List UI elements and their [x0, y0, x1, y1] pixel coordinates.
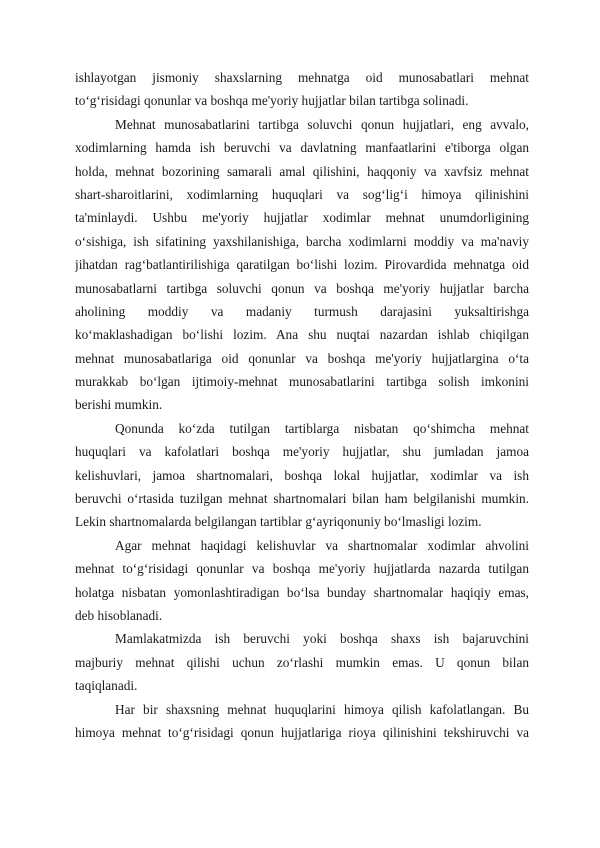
text-line: Mehnat munosabatlarini tartibga soluvchi qonun hujjatlari, eng avvalo,	[115, 116, 529, 132]
text-line: majburiy mehnat qilishi uchun zo‘rlashi mumkin emas. U qonun bilan	[75, 654, 529, 670]
text-line: kelishuvlari, jamoa shartnomalari, boshqa lokal hujjatlar, xodimlar va ish	[75, 467, 529, 483]
text-line: o‘sishiga, ish sifatining yaxshilanishiga, barcha xodimlarni moddiy va ma'naviy	[75, 233, 529, 249]
text-line: berishi mumkin.	[75, 397, 163, 413]
text-line: xodimlarning hamda ish beruvchi va davlatning manfaatlarini e'tiborga olgan	[75, 140, 529, 156]
text-line: Mamlakatmizda ish beruvchi yoki boshqa shaxs ish bajaruvchini	[115, 631, 529, 647]
text-line: Qonunda ko‘zda tutilgan tartiblarga nisbatan qo‘shimcha mehnat	[115, 420, 529, 436]
paragraph	[75, 627, 529, 697]
text-line: aholining moddiy va madaniy turmush darajasini yuksaltirishga	[75, 303, 529, 319]
text-line: munosabatlarni tartibga soluvchi qonun va boshqa me'yoriy hujjatlar barcha	[75, 280, 529, 296]
paragraph	[75, 698, 529, 745]
text-line: ishlayotgan jismoniy shaxslarning mehnatga oid munosabatlari mehnat	[75, 70, 529, 85]
paragraph	[75, 66, 529, 113]
text-line: huquqlari va kafolatlari boshqa me'yoriy hujjatlar, shu jumladan jamoa	[75, 444, 529, 460]
text-line: mehnat to‘g‘risidagi qonunlar va boshqa me'yoriy hujjatlarda nazarda tutilgan	[75, 561, 529, 577]
text-line: himoya mehnat to‘g‘risidagi qonun hujjatlariga rioya qilinishini tekshiruvchi va	[75, 724, 529, 740]
text-line: Har bir shaxsning mehnat huquqlarini himoya qilish kafolatlangan. Bu	[115, 701, 529, 717]
text-line: beruvchi o‘rtasida tuzilgan mehnat shartnomalari bilan ham belgilanishi mumkin.	[75, 491, 529, 507]
text-line: mehnat munosabatlariga oid qonunlar va boshqa me'yoriy hujjatlargina o‘ta	[75, 350, 529, 366]
text-line: holda, mehnat bozorining samarali amal qilishini, haqqoniy va xavfsiz mehnat	[75, 163, 529, 179]
text-line: ta'minlaydi. Ushbu me'yoriy hujjatlar xodimlar mehnat unumdorligining	[75, 210, 529, 226]
paragraph	[75, 113, 529, 417]
text-line: ko‘maklashadigan bo‘lishi lozim. Ana shu nuqtai nazardan ishlab chiqilgan	[75, 327, 529, 343]
text-line: shart-sharoitlarini, xodimlarning huquqlari va sog‘lig‘i himoya qilinishini	[75, 186, 529, 202]
text-line: to‘g‘risidagi qonunlar va boshqa me'yoriy hujjatlar bilan tartibga solinadi.	[75, 93, 469, 109]
paragraph	[75, 417, 529, 534]
text-line: jihatdan rag‘batlantirilishiga qaratilgan bo‘lishi lozim. Pirovardida mehnatga oid	[75, 257, 529, 273]
paragraph	[75, 534, 529, 628]
text-line: deb hisoblanadi.	[75, 607, 163, 623]
text-line: holatga nisbatan yomonlashtiradigan bo‘lsa bunday shartnomalar haqiqiy emas,	[75, 584, 529, 600]
text-line: Lekin shartnomalarda belgilangan tartiblar g‘ayriqonuniy bo‘lmasligi lozim.	[75, 514, 482, 530]
text-line: taqiqlanadi.	[75, 678, 138, 694]
text-line: murakkab bo‘lgan ijtimoiy-mehnat munosabatlarini tartibga solish imkonini	[75, 374, 529, 390]
document-body	[75, 66, 529, 744]
text-line: Agar mehnat haqidagi kelishuvlar va shartnomalar xodimlar ahvolini	[115, 537, 529, 553]
